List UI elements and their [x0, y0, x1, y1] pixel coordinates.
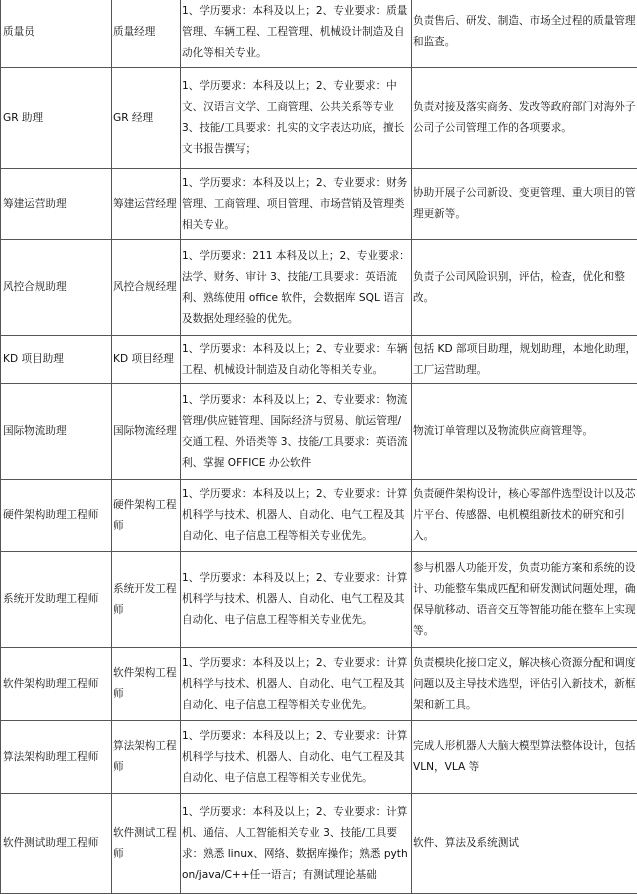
table-row	[1, 721, 637, 794]
duty-cell: 软件、算法及系统测试	[412, 794, 637, 894]
requirement-cell: 1、学历要求：211 本科及以上；2、专业要求：法学、财务、审计 3、技能/工具要求：英语流利、熟练使用 office 软件，会数据库 SQL 语言及数据处理经验的优先。	[181, 240, 412, 336]
position-cell: 软件架构助理工程师	[1, 648, 112, 721]
senior-position-cell: 软件测试工程师	[112, 794, 181, 894]
requirement-cell: 1、学历要求：本科及以上；2、专业要求：中文、汉语言文学、工商管理、公共关系等专业 3、技能/工具要求：扎实的文字表达功底，擅长文书报告撰写；	[181, 68, 412, 169]
duty-cell: 负责子公司风险识别，评估，检查，优化和整改。	[412, 240, 637, 336]
duty-cell: 参与机器人功能开发，负责功能方案和系统的设计、功能整车集成匹配和研发测试问题处理，确保导航移动、语音交互等智能功能在整车上实现等。	[412, 552, 637, 648]
duty-cell: 负责对接及落实商务、发改等政府部门对海外子公司子公司管理工作的各项要求。	[412, 68, 637, 169]
requirement-cell: 1、学历要求：本科及以上；2、专业要求：计算机科学与技术、机器人、自动化、电气工程及其自动化、电子信息工程等相关专业优先。	[181, 552, 412, 648]
table-row	[1, 240, 637, 336]
position-cell: 国际物流助理	[1, 384, 112, 480]
senior-position-cell: KD 项目经理	[112, 336, 181, 384]
table-row	[1, 384, 637, 480]
position-cell: 系统开发助理工程师	[1, 552, 112, 648]
senior-position-cell: 质量经理	[112, 0, 181, 68]
requirement-cell: 1、学历要求：本科及以上；2、专业要求：质量管理、车辆工程、工程管理、机械设计制造及自动化等相关专业。	[181, 0, 412, 68]
senior-position-cell: 软件架构工程师	[112, 648, 181, 721]
position-cell: GR 助理	[1, 68, 112, 169]
requirement-cell: 1、学历要求：本科及以上；2、专业要求：计算机科学与技术、机器人、自动化、电气工程及其自动化、电子信息工程等相关专业优先。	[181, 648, 412, 721]
position-cell: 硬件架构助理工程师	[1, 480, 112, 552]
table-row	[1, 552, 637, 648]
senior-position-cell: 算法架构工程师	[112, 721, 181, 794]
senior-position-cell: GR 经理	[112, 68, 181, 169]
requirement-cell: 1、学历要求：本科及以上；2、专业要求：财务管理、工商管理、项目管理、市场营销及管理类相关专业。	[181, 169, 412, 240]
position-cell: 筹建运营助理	[1, 169, 112, 240]
duty-cell: 负责硬件架构设计，核心零部件选型设计以及芯片平台、传感器、电机模组新技术的研究和引入。	[412, 480, 637, 552]
duty-cell: 负责售后、研发、制造、市场全过程的质量管理和监查。	[412, 0, 637, 68]
position-cell: 算法架构助理工程师	[1, 721, 112, 794]
requirement-cell: 1、学历要求：本科及以上；2、专业要求：车辆工程、机械设计制造及自动化等相关专业。	[181, 336, 412, 384]
table-row	[1, 648, 637, 721]
duty-cell: 完成人形机器人大脑大模型算法整体设计，包括 VLN，VLA 等	[412, 721, 637, 794]
senior-position-cell: 筹建运营经理	[112, 169, 181, 240]
position-cell: 质量员	[1, 0, 112, 68]
position-cell: 风控合规助理	[1, 240, 112, 336]
position-cell: 软件测试助理工程师	[1, 794, 112, 894]
senior-position-cell: 风控合规经理	[112, 240, 181, 336]
requirement-cell: 1、学历要求：本科及以上；2、专业要求：计算机科学与技术、机器人、自动化、电气工程及其自动化、电子信息工程等相关专业优先。	[181, 721, 412, 794]
duty-cell: 负责模块化接口定义，解决核心资源分配和调度问题以及主导技术选型，评估引入新技术，新框架和新工具。	[412, 648, 637, 721]
duty-cell: 包括 KD 部项目助理，规划助理，本地化助理，工厂运营助理。	[412, 336, 637, 384]
senior-position-cell: 国际物流经理	[112, 384, 181, 480]
table-row	[1, 0, 637, 68]
requirement-cell: 1、学历要求：本科及以上；2、专业要求：物流管理/供应链管理、国际经济与贸易、航运管理/交通工程、外语类等 3、技能/工具要求：英语流利、掌握 OFFICE 办公软件	[181, 384, 412, 480]
requirement-cell: 1、学历要求：本科及以上；2、专业要求：计算机科学与技术、机器人、自动化、电气工程及其自动化、电子信息工程等相关专业优先。	[181, 480, 412, 552]
senior-position-cell: 系统开发工程师	[112, 552, 181, 648]
table-row	[1, 68, 637, 169]
table-row	[1, 480, 637, 552]
senior-position-cell: 硬件架构工程师	[112, 480, 181, 552]
duty-cell: 协助开展子公司新设、变更管理、重大项目的管理更新等。	[412, 169, 637, 240]
position-cell: KD 项目助理	[1, 336, 112, 384]
requirement-cell: 1、学历要求：本科及以上；2、专业要求：计算机、通信、人工智能相关专业 3、技能/工具要求：熟悉 linux、网络、数据库操作；熟悉 python/java/C++任一语言；有测试理论基础	[181, 794, 412, 894]
duty-cell: 物流订单管理以及物流供应商管理等。	[412, 384, 637, 480]
table-row	[1, 336, 637, 384]
table-row	[1, 794, 637, 894]
table-row	[1, 169, 637, 240]
